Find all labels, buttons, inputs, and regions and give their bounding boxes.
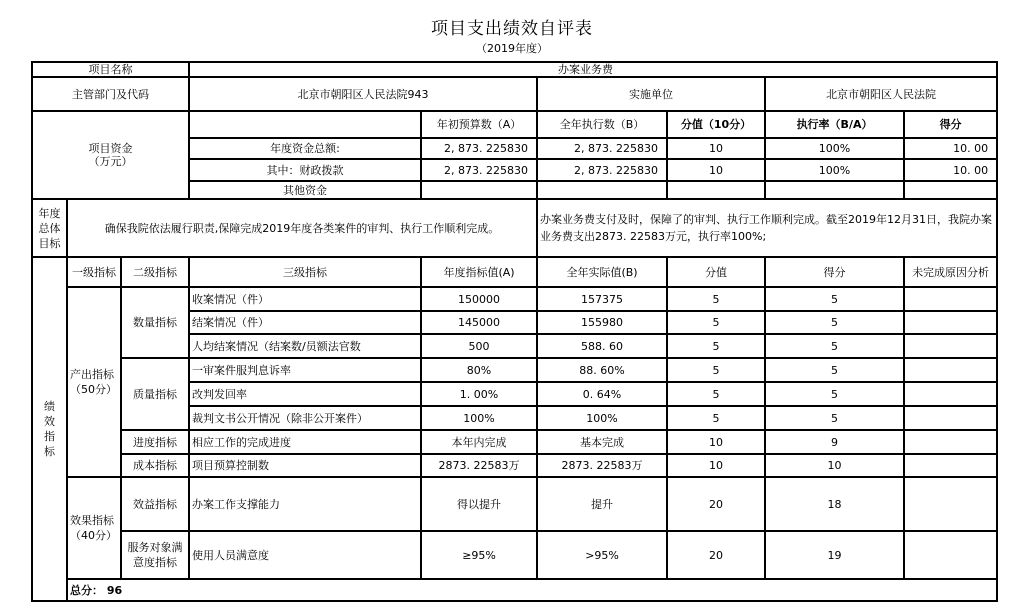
impl-value: 北京市朝阳区人民法院 [765, 77, 997, 111]
indicator-reason [904, 477, 997, 531]
indicator-actual: >95% [537, 531, 667, 579]
indicator-actual: 0. 64% [537, 382, 667, 406]
funds-a [421, 181, 537, 199]
project-name: 办案业务费 [189, 62, 997, 77]
indicator-value: 10 [667, 430, 765, 454]
funds-header: 全年执行数（B） [537, 111, 667, 138]
indicator-actual: 基本完成 [537, 430, 667, 454]
indicator-reason [904, 382, 997, 406]
indicator-value: 5 [667, 287, 765, 311]
impl-label: 实施单位 [537, 77, 765, 111]
table-row [32, 358, 997, 382]
funds-header-blank [189, 111, 421, 138]
indicator-score: 5 [765, 406, 904, 430]
table-row [32, 430, 997, 454]
indicator-target: 得以提升 [421, 477, 537, 531]
perf-label: 绩效指标 [32, 257, 67, 601]
indicator-reason [904, 334, 997, 358]
perf-header: 分值 [667, 257, 765, 287]
indicator-target: 500 [421, 334, 537, 358]
indicator-score: 10 [765, 454, 904, 477]
page-subtitle: （2019年度） [476, 42, 548, 55]
indicator-target: 150000 [421, 287, 537, 311]
level1-effect: 效果指标（40分） [67, 477, 121, 579]
funds-header: 执行率（B/A） [765, 111, 904, 138]
indicator-score: 9 [765, 430, 904, 454]
level2-progress: 进度指标 [121, 430, 189, 454]
indicator-value: 20 [667, 477, 765, 531]
indicator-actual: 155980 [537, 311, 667, 334]
table-row [32, 477, 997, 531]
funds-header: 分值（10分） [667, 111, 765, 138]
dept-value: 北京市朝阳区人民法院943 [189, 77, 537, 111]
funds-score-value: 10 [667, 138, 765, 159]
funds-score: 10. 00 [904, 159, 997, 181]
funds-b [537, 181, 667, 199]
indicator-actual: 100% [537, 406, 667, 430]
indicator-actual: 提升 [537, 477, 667, 531]
table-row [32, 531, 997, 579]
indicator-actual: 88. 60% [537, 358, 667, 382]
funds-rate: 100% [765, 159, 904, 181]
indicator-value: 5 [667, 382, 765, 406]
indicator-name: 改判发回率 [189, 382, 421, 406]
indicator-actual: 588. 60 [537, 334, 667, 358]
page-title: 项目支出绩效自评表 [431, 19, 593, 39]
indicator-reason [904, 531, 997, 579]
perf-header: 得分 [765, 257, 904, 287]
indicator-target: 100% [421, 406, 537, 430]
indicator-reason [904, 430, 997, 454]
funds-a: 2, 873. 225830 [421, 138, 537, 159]
project-name-label: 项目名称 [32, 62, 189, 77]
indicator-name: 办案工作支撑能力 [189, 477, 421, 531]
indicator-target: 2873. 22583万 [421, 454, 537, 477]
funds-score-value: 10 [667, 159, 765, 181]
indicator-name: 人均结案情况（结案数/员额法官数 [189, 334, 421, 358]
indicator-target: 1. 00% [421, 382, 537, 406]
funds-rate: 100% [765, 138, 904, 159]
funds-score [904, 181, 997, 199]
perf-header: 三级指标 [189, 257, 421, 287]
funds-header: 年初预算数（A） [421, 111, 537, 138]
indicator-name: 使用人员满意度 [189, 531, 421, 579]
indicator-reason [904, 287, 997, 311]
goal-label: 年度总体目标 [32, 199, 67, 257]
funds-name: 其他资金 [189, 181, 421, 199]
level2-satisfaction: 服务对象满意度指标 [121, 531, 189, 579]
level2-cost: 成本指标 [121, 454, 189, 477]
indicator-value: 5 [667, 311, 765, 334]
indicator-value: 5 [667, 406, 765, 430]
indicator-name: 一审案件服判息诉率 [189, 358, 421, 382]
indicator-score: 18 [765, 477, 904, 531]
funds-label: 项目资金 （万元） [32, 111, 189, 199]
indicator-reason [904, 311, 997, 334]
indicator-score: 5 [765, 287, 904, 311]
indicator-reason [904, 406, 997, 430]
level2-quantity: 数量指标 [121, 287, 189, 358]
indicator-score: 5 [765, 382, 904, 406]
indicator-target: ≥95% [421, 531, 537, 579]
indicator-reason [904, 358, 997, 382]
funds-a: 2, 873. 225830 [421, 159, 537, 181]
funds-b: 2, 873. 225830 [537, 159, 667, 181]
perf-header: 全年实际值(B) [537, 257, 667, 287]
indicator-actual: 2873. 22583万 [537, 454, 667, 477]
total-score: 总分： 96 [67, 579, 997, 601]
indicator-actual: 157375 [537, 287, 667, 311]
level2-quality: 质量指标 [121, 358, 189, 430]
indicator-value: 5 [667, 358, 765, 382]
indicator-target: 本年内完成 [421, 430, 537, 454]
funds-header: 得分 [904, 111, 997, 138]
table-row [32, 287, 997, 311]
indicator-score: 19 [765, 531, 904, 579]
indicator-name: 收案情况（件） [189, 287, 421, 311]
indicator-name: 相应工作的完成进度 [189, 430, 421, 454]
funds-score-value [667, 181, 765, 199]
indicator-value: 20 [667, 531, 765, 579]
indicator-value: 5 [667, 334, 765, 358]
indicator-name: 结案情况（件） [189, 311, 421, 334]
indicator-value: 10 [667, 454, 765, 477]
level1-output: 产出指标（50分） [67, 287, 121, 477]
perf-header: 二级指标 [121, 257, 189, 287]
perf-header: 未完成原因分析 [904, 257, 997, 287]
self-evaluation-table [31, 61, 998, 602]
table-row [32, 454, 997, 477]
indicator-name: 裁判文书公开情况（除非公开案件） [189, 406, 421, 430]
perf-header: 一级指标 [67, 257, 121, 287]
goal-actual: 办案业务费支付及时，保障了的审判、执行工作顺利完成。截至2019年12月31日，我院办案业务费支出2873. 22583万元，执行率100%; [537, 199, 997, 257]
indicator-score: 5 [765, 311, 904, 334]
funds-b: 2, 873. 225830 [537, 138, 667, 159]
perf-header: 年度指标值(A) [421, 257, 537, 287]
goal-planned: 确保我院依法履行职责,保障完成2019年度各类案件的审判、执行工作顺利完成。 [67, 199, 537, 257]
funds-score: 10. 00 [904, 138, 997, 159]
indicator-name: 项目预算控制数 [189, 454, 421, 477]
funds-name: 年度资金总额: [189, 138, 421, 159]
indicator-reason [904, 454, 997, 477]
indicator-target: 145000 [421, 311, 537, 334]
indicator-score: 5 [765, 358, 904, 382]
indicator-score: 5 [765, 334, 904, 358]
funds-rate [765, 181, 904, 199]
level2-benefit: 效益指标 [121, 477, 189, 531]
dept-label: 主管部门及代码 [32, 77, 189, 111]
funds-name: 其中：财政拨款 [189, 159, 421, 181]
indicator-target: 80% [421, 358, 537, 382]
